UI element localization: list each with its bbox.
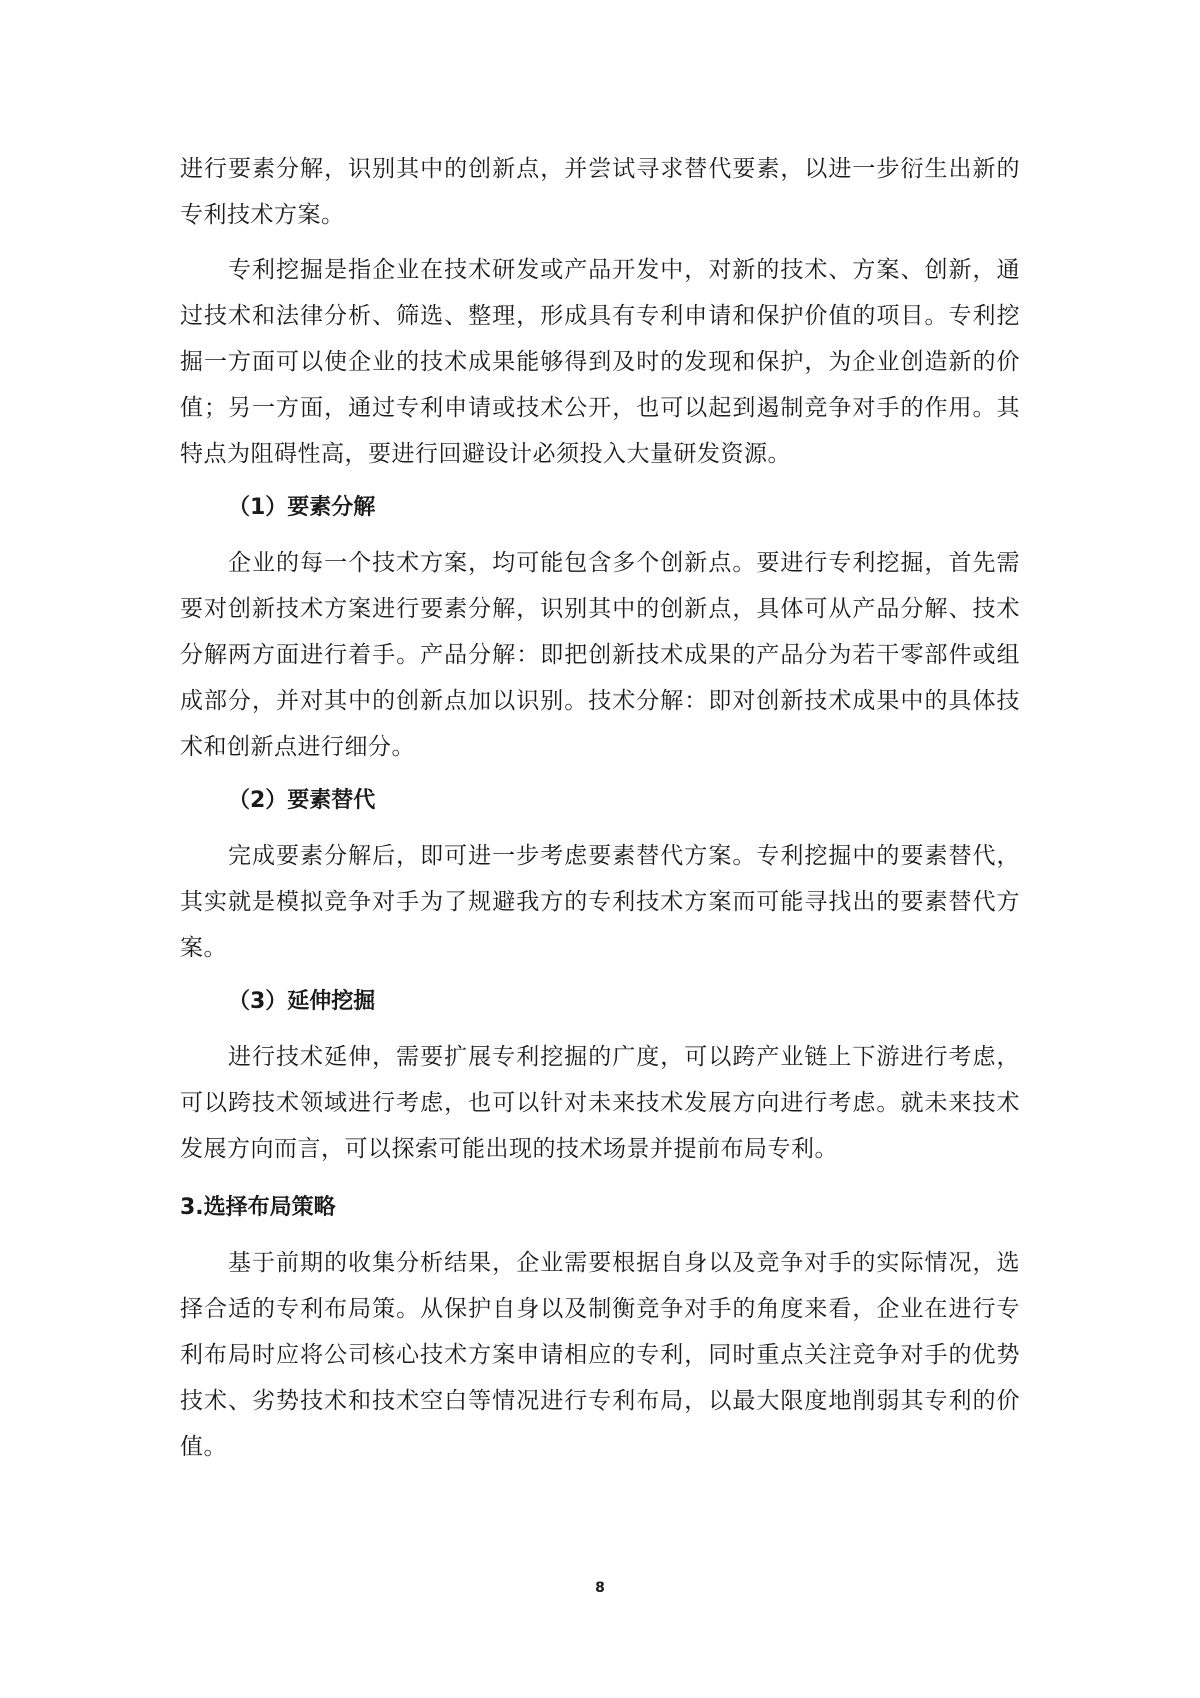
extended-mining-paragraph: 进行技术延伸，需要扩展专利挖掘的广度，可以跨产业链上下游进行考虑，可以跨技术领域进行考虑，也可以针对未来技术发展方向进行考虑。就未来技术发展方向而言，可以探索可能出现的技术场景并提前布局专利。 (180, 1044, 1020, 1162)
section-heading-layout-strategy: 3.选择布局策略 (180, 1195, 336, 1220)
page-number: 8 (595, 1580, 605, 1596)
intro-paragraph: 进行要素分解，识别其中的创新点，并尝试寻求替代要素，以进一步衍生出新的专利技术方案。 (180, 156, 1020, 228)
subheading-extended-mining: （3）延伸挖掘 (228, 989, 376, 1014)
patent-mining-paragraph: 专利挖掘是指企业在技术研发或产品开发中，对新的技术、方案、创新，通过技术和法律分析、筛选、整理，形成具有专利申请和保护价值的项目。专利挖掘一方面可以使企业的技术成果能够得到及时的发现和保护，为企业创造新的价值；另一方面，通过专利申请或技术公开，也可以起到遏制竞争对手的作用。其特点为阻碍性高，要进行回避设计必须投入大量研发资源。 (180, 257, 1020, 467)
subheading-element-decomposition: （1）要素分解 (228, 495, 376, 520)
layout-strategy-paragraph: 基于前期的收集分析结果，企业需要根据自身以及竞争对手的实际情况，选择合适的专利布局策。从保护自身以及制衡竞争对手的角度来看，企业在进行专利布局时应将公司核心技术方案申请相应的专利，同时重点关注竞争对手的优势技术、劣势技术和技术空白等情况进行专利布局，以最大限度地削弱其专利的价值。 (180, 1250, 1020, 1460)
element-decomposition-paragraph: 企业的每一个技术方案，均可能包含多个创新点。要进行专利挖掘，首先需要对创新技术方案进行要素分解，识别其中的创新点，具体可从产品分解、技术分解两方面进行着手。产品分解：即把创新技术成果的产品分为若干零部件或组成部分，并对其中的创新点加以识别。技术分解：即对创新技术成果中的具体技术和创新点进行细分。 (180, 550, 1020, 760)
subheading-element-substitution: （2）要素替代 (228, 788, 376, 813)
element-substitution-paragraph: 完成要素分解后，即可进一步考虑要素替代方案。专利挖掘中的要素替代，其实就是模拟竞争对手为了规避我方的专利技术方案而可能寻找出的要素替代方案。 (180, 843, 1020, 961)
page-content (180, 146, 1020, 1479)
